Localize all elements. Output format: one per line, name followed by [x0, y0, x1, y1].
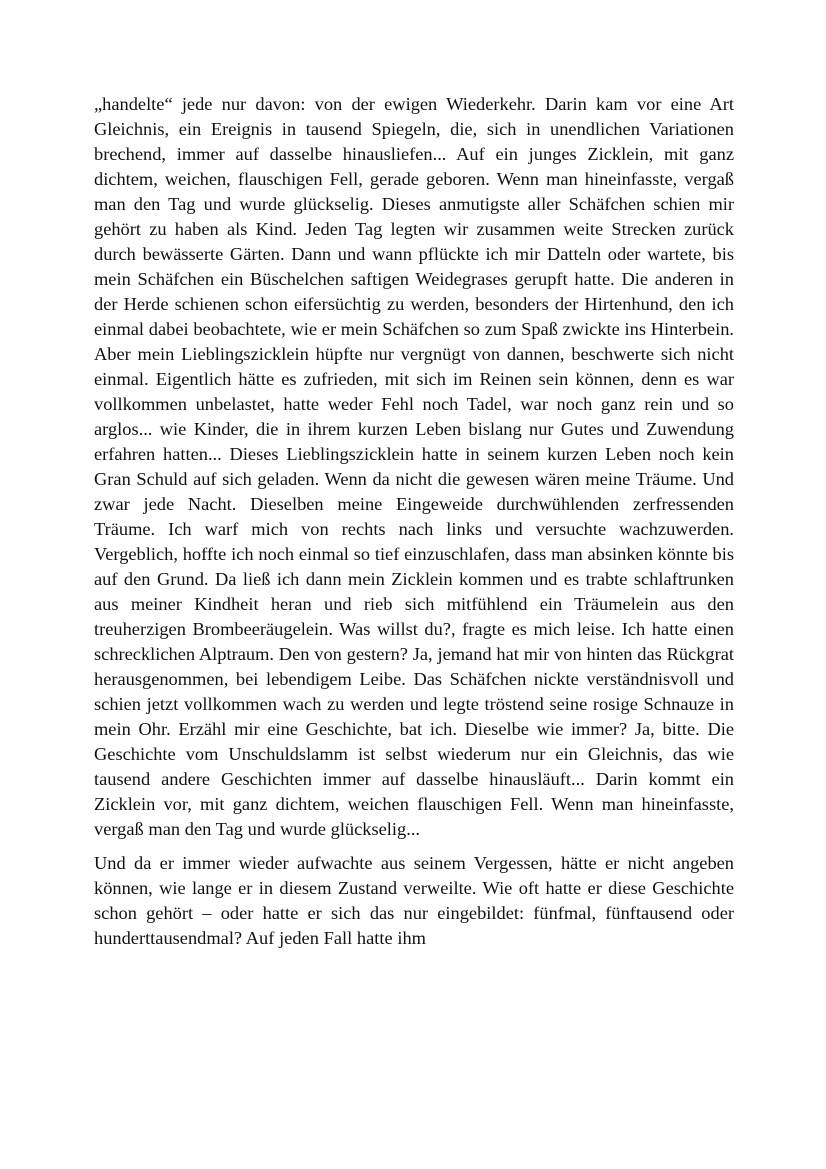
body-paragraph-2: Und da er immer wieder aufwachte aus seinem Vergessen, hätte er nicht angeben können, wie lange er in diesem Zustand verweilte. Wie oft hatte er diese Geschichte schon gehört – oder hatte er sich das nur eingebildet: fünfmal, fünftausend oder hunderttausendmal? Auf jeden Fall hatte ihm [94, 853, 734, 948]
body-text-block [94, 92, 734, 951]
body-paragraph-1: „handelte“ jede nur davon: von der ewigen Wiederkehr. Darin kam vor eine Art Gleichnis, ein Ereignis in tausend Spiegeln, die, sich in unendlichen Variationen brechend, immer auf dasselbe hinausliefen... Auf ein junges Zicklein, mit ganz dichtem, weichen, flauschigen Fell, gerade geboren. Wenn man hineinfasste, vergaß man den Tag und wurde glückselig. Dieses anmutigste aller Schäfchen schien mir gehört zu haben als Kind. Jeden Tag legten wir zusammen weite Strecken zurück durch bewässerte Gärten. Dann und wann pflückte ich mir Datteln oder wartete, bis mein Schäfchen ein Büschelchen saftigen Weidegrases gerupft hatte. Die anderen in der Herde schienen schon eifersüchtig zu werden, besonders der Hirtenhund, den ich einmal dabei beobachtete, wie er mein Schäfchen so zum Spaß zwickte ins Hinterbein. Aber mein Lieblingszicklein hüpfte nur vergnügt von dannen, beschwerte sich nicht einmal. Eigentlich hätte es zufrieden, mit sich im Reinen sein können, denn es war vollkommen unbelastet, hatte weder Fehl noch Tadel, war noch ganz rein und so arglos... wie Kinder, die in ihrem kurzen Leben bislang nur Gutes und Zuwendung erfahren hatten... Dieses Lieblingszicklein hatte in seinem kurzen Leben noch kein Gran Schuld auf sich geladen. Wenn da nicht die gewesen wären meine Träume. Und zwar jede Nacht. Dieselben meine Eingeweide durchwühlenden zerfressenden Träume. Ich warf mich von rechts nach links und versuchte wachzuwerden. Vergeblich, hoffte ich noch einmal so tief einzuschlafen, dass man absinken könnte bis auf den Grund. Da ließ ich dann mein Zicklein kommen und es trabte schlaftrunken aus meiner Kindheit heran und rieb sich mitfühlend ein Träumelein aus den treuherzigen Brombeeräugelein. Was willst du?, fragte es mich leise. Ich hatte einen schrecklichen Alptraum. Den von gestern? Ja, jemand hat mir von hinten das Rückgrat herausgenommen, bei lebendigem Leibe. Das Schäfchen nickte verständnisvoll und schien jetzt vollkommen wach zu werden und legte tröstend seine rosige Schnauze in mein Ohr. Erzähl mir eine Geschichte, bat ich. Dieselbe wie immer? Ja, bitte. Die Geschichte vom Unschuldslamm ist selbst wiederum nur ein Gleichnis, das wie tausend andere Geschichten immer auf dasselbe hinausläuft... Darin kommt ein Zicklein vor, mit ganz dichtem, weichen flauschigen Fell. Wenn man hineinfasste, vergaß man den Tag und wurde glückselig... [94, 94, 734, 839]
